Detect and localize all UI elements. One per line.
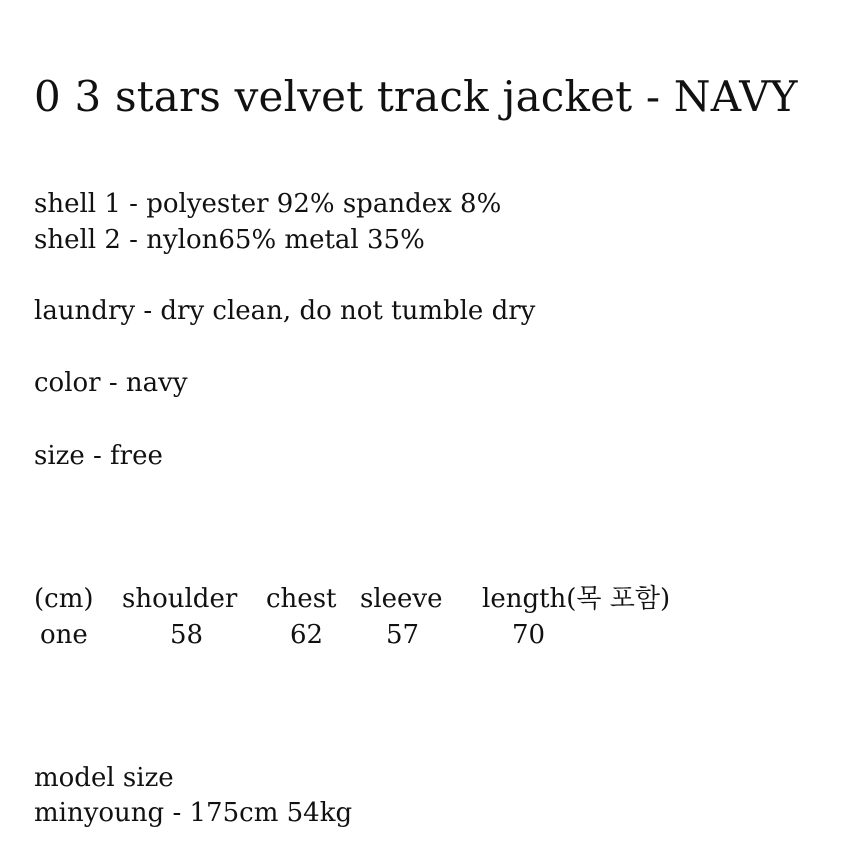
model-size-label: model size — [34, 763, 174, 793]
size-table-chest-header: chest — [266, 584, 337, 614]
size-table-unit-header: (cm) — [34, 584, 94, 614]
size-table-shoulder-cell: 58 — [170, 620, 204, 650]
size-table-header — [34, 582, 794, 616]
size-info: size - free — [34, 441, 163, 471]
size-table-sleeve-cell: 57 — [386, 620, 420, 650]
product-title: 0 3 stars velvet track jacket - NAVY — [34, 72, 798, 121]
size-table-row — [34, 618, 794, 652]
size-table-size-cell: one — [40, 620, 88, 650]
size-table-length-header: length(목 포함) — [482, 584, 671, 614]
material-shell-1: shell 1 - polyester 92% spandex 8% — [34, 189, 502, 219]
material-shell-2: shell 2 - nylon65% metal 35% — [34, 225, 425, 255]
size-table-shoulder-header: shoulder — [122, 584, 238, 614]
size-table-chest-cell: 62 — [290, 620, 324, 650]
model-size-info: minyoung - 175cm 54kg — [34, 798, 353, 828]
size-table-length-cell: 70 — [512, 620, 546, 650]
laundry-info: laundry - dry clean, do not tumble dry — [34, 296, 536, 326]
color-info: color - navy — [34, 368, 188, 398]
size-table-sleeve-header: sleeve — [360, 584, 443, 614]
